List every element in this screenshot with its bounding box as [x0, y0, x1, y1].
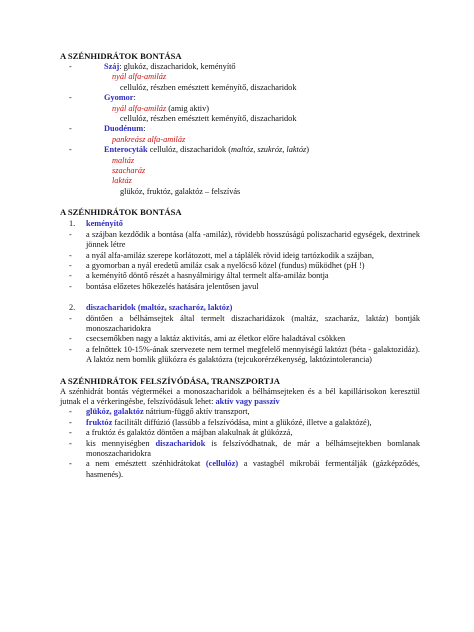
enzyme-line: laktáz — [112, 176, 132, 186]
bullet-item: - a szájban kezdődik a bontása (alfa -amiláz), rövidebb hosszúságú poliszacharid egységek, dextrinek jönnek létre — [69, 229, 420, 250]
numbered-heading-diszacharidok: 2. diszacharidok (maltóz, szacharóz, laktóz) — [69, 303, 233, 313]
enzyme-line: maltáz — [112, 155, 135, 165]
list-item-duodenum: - Duodénum: — [69, 124, 146, 134]
bullet-item: - a keményítő döntő részét a hasnyálmirigy által termelt alfa-amiláz bontja — [69, 271, 329, 281]
bullet-item: - csecsemőkben nagy a laktáz aktivitás, ami az életkor előre haladtával csökken — [69, 334, 346, 344]
intro-paragraph: A szénhidrát bontás végtermékei a monoszacharidok a bélhámsejteken és a bél kapillárisokon keresztül jutnak el a vérkeringésbe, felszívódásuk lehet: aktív vagy passzív — [60, 386, 420, 406]
product-line: glükóz, fruktóz, galaktóz – felszívás — [120, 186, 241, 196]
enzyme-line: nyál alfa-amiláz — [112, 72, 167, 82]
bullet-item: - a gyomorban a nyál eredetű amiláz csak a nyelőcső közel (fundus) működhet (pH !) — [69, 260, 365, 270]
section-title: A SZÉNHIDRÁTOK BONTÁSA — [60, 207, 182, 218]
bullet-item: - bontása előzetes hőkezelés hatására jelentősen javul — [69, 281, 259, 291]
section-title: A SZÉNHIDRÁTOK FELSZÍVÓDÁSA, TRANSZPORTJA — [60, 375, 281, 386]
bullet-item: - döntően a bélhámsejtek által termelt diszacharidázok (maltáz, szacharáz, laktáz) bontják monoszacharidokra — [69, 313, 420, 333]
list-item-gyomor: - Gyomor: — [69, 93, 136, 103]
document-page — [60, 51, 420, 490]
section-bontas-detail — [60, 207, 420, 365]
list-item-enterocytak: - Enterocyták cellulóz, diszacharidok (maltóz, szukróz, laktóz) — [69, 145, 309, 155]
transport-item: - fruktóz facilitált diffúzió (lassúbb a felszívódása, mint a glükózé, illetve a galaktózé), — [69, 417, 372, 427]
bullet-item: - a nyál alfa-amiláz szerepe korlátozott, mel a táplálék rövid ideig tartózkodik a szájban, — [69, 250, 374, 260]
enzyme-line: nyál alfa-amiláz (amig aktiv) — [112, 103, 210, 113]
product-line: cellulóz, részben emésztett keményítő, diszacharidok — [120, 114, 297, 124]
section-title: A SZÉNHIDRÁTOK BONTÁSA — [60, 51, 182, 61]
transport-item: - glükóz, galaktóz nátrium-függő aktív transzport, — [69, 407, 250, 417]
transport-item: - kis mennyiségben diszacharidok is felszívódhatnak, de már a bélhámsejtekben bomlanak monoszacharidokra — [69, 438, 420, 458]
section-bontas-organs — [60, 51, 420, 197]
numbered-heading-kemenyito: 1. keményítő — [69, 219, 123, 229]
product-line: cellulóz, részben emésztett keményítő, diszacharidok — [120, 82, 297, 92]
list-item-szaj: - Száj: glukóz, diszacharidok, keményítő — [69, 62, 236, 71]
section-felszivodas — [60, 376, 420, 481]
enzyme-line: szacharáz — [112, 166, 146, 176]
enzyme-line: pankreász alfa-amiláz — [112, 134, 186, 144]
transport-item: - a fruktóz és galaktóz döntően a májban alakulnak át glükózzá, — [69, 428, 293, 438]
transport-item: - a nem emésztett szénhidrátokat (cellulóz) a vastagbél mikrobái fermentálják (gázképződés, hasmenés). — [69, 459, 420, 479]
bullet-item: - a felnőttek 10-15%-ának szervezete nem termel megfelelő mennyiségű laktózt (béta - galaktozidáz). A laktóz nem bomlik glükózra és galaktózra (tejcukorérzékenység, laktózintolerancia) — [69, 344, 420, 365]
